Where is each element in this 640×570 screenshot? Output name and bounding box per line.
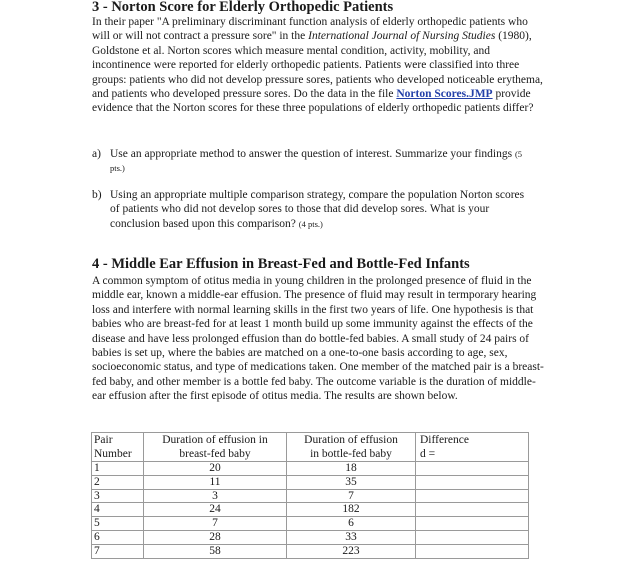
difference-cell[interactable]	[416, 544, 529, 558]
difference-cell[interactable]	[416, 503, 529, 517]
pair-number-cell: 5	[92, 517, 144, 531]
bottle-fed-cell: 7	[287, 489, 416, 503]
question-3a-points: (5 pts.)	[110, 149, 523, 174]
difference-cell[interactable]	[416, 475, 529, 489]
table-row	[92, 462, 529, 476]
bottle-fed-cell: 33	[287, 530, 416, 544]
breast-fed-cell: 20	[144, 462, 287, 476]
question-3b-label: b)	[92, 189, 102, 201]
journal-name: International Journal of Nursing Studies	[308, 30, 496, 43]
question-3b	[92, 188, 532, 231]
breast-fed-cell: 11	[144, 475, 287, 489]
question-3a-text: Use an appropriate method to answer the question of interest. Summarize your findings	[110, 148, 515, 160]
norton-scores-file-link[interactable]: Norton Scores.JMP	[396, 88, 493, 101]
pair-number-cell: 3	[92, 489, 144, 503]
breast-fed-cell: 24	[144, 503, 287, 517]
difference-cell[interactable]	[416, 462, 529, 476]
bottle-fed-cell: 18	[287, 462, 416, 476]
table-row	[92, 530, 529, 544]
difference-cell[interactable]	[416, 517, 529, 531]
breast-fed-cell: 58	[144, 544, 287, 558]
question-3-text-part-1: In their paper "A preliminary discriminant function analysis of elderly orthopedic patients who will or will not contract a pressure sore" in the	[92, 16, 528, 43]
pair-number-cell: 4	[92, 503, 144, 517]
effusion-data-table	[91, 432, 529, 559]
bottle-fed-cell: 6	[287, 517, 416, 531]
header-breast-fed-duration: Duration of effusion in breast-fed baby	[144, 433, 287, 462]
question-3-text-part-2: (1980), Goldstone et al. Norton scores which measure mental condition, activity, mobility, and incontinence were reported for elderly orthopedic patients. Patients were classified into three groups: patients who did not develop pressure sores, patients who developed noticeable erythema, and patients who developed pressure sores. Do the data in the file	[92, 30, 543, 101]
pair-number-cell: 7	[92, 544, 144, 558]
table-row	[92, 517, 529, 531]
table-row	[92, 475, 529, 489]
breast-fed-cell: 3	[144, 489, 287, 503]
header-difference: Difference d =	[416, 433, 529, 462]
question-3-title: 3 - Norton Score for Elderly Orthopedic Patients	[92, 0, 394, 15]
breast-fed-cell: 28	[144, 530, 287, 544]
question-3a-label: a)	[92, 148, 101, 160]
difference-cell[interactable]	[416, 489, 529, 503]
bottle-fed-cell: 223	[287, 544, 416, 558]
bottle-fed-cell: 35	[287, 475, 416, 489]
question-3a	[92, 147, 532, 176]
question-3-text-part-3: provide evidence that the Norton scores for these three populations of elderly orthopedic patients differ?	[92, 88, 534, 115]
question-4-body: A common symptom of otitus media in young children in the prolonged presence of fluid in the middle ear, known a middle-ear effusion. The presence of fluid may result in termporary hearing loss and interfere with normal learning skills in the first two years of life. One hypothesis is that babies who are breast-fed for at least 1 month build up some immunity against the effects of the disease and have less prolonged effusion than do bottle-fed babies. A small study of 24 pairs of babies is set up, where the babies are matched on a one-to-one basis according to age, sex, socioeconomic status, and type of medications taken. One member of the matched pair is a breast-fed baby, and other member is a bottle fed baby. The outcome variable is the duration of middle-ear effusion after the first episode of otitus media. The results are shown below.	[92, 275, 544, 403]
table-header-row	[92, 433, 529, 462]
question-3b-points: (4 pts.)	[298, 218, 323, 229]
question-3b-text: Using an appropriate multiple comparison strategy, compare the population Norton scores of patients who did not develop sores to those that did develop sores. What is your conclusion based upon this comparison?	[110, 189, 525, 230]
breast-fed-cell: 7	[144, 517, 287, 531]
bottle-fed-cell: 182	[287, 503, 416, 517]
question-4-title: 4 - Middle Ear Effusion in Breast-Fed and Bottle-Fed Infants	[92, 256, 470, 272]
table-row	[92, 503, 529, 517]
difference-cell[interactable]	[416, 530, 529, 544]
pair-number-cell: 1	[92, 462, 144, 476]
pair-number-cell: 6	[92, 530, 144, 544]
table-row	[92, 489, 529, 503]
header-bottle-fed-duration: Duration of effusion in bottle-fed baby	[287, 433, 416, 462]
pair-number-cell: 2	[92, 475, 144, 489]
header-pair-number: Pair Number	[92, 433, 144, 462]
question-3-body	[92, 15, 548, 116]
table-row	[92, 544, 529, 558]
